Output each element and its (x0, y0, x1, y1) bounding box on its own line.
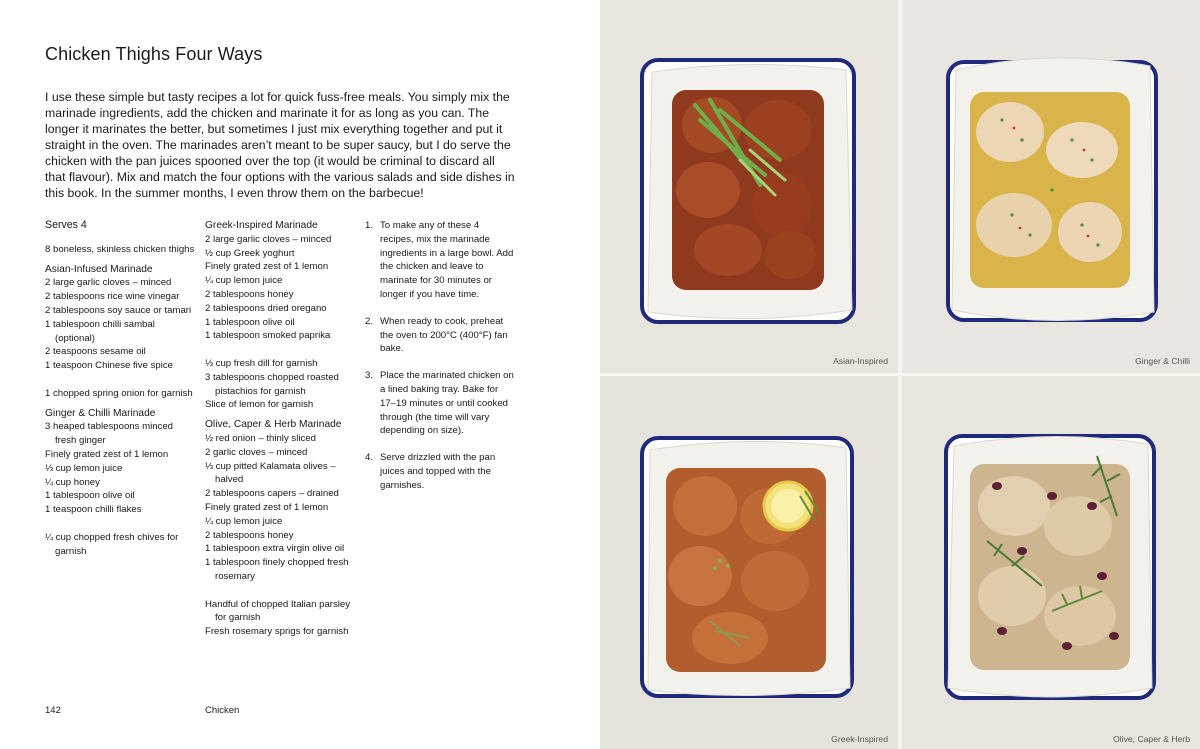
baking-tray-image (600, 0, 898, 373)
ingredient-item: 2 garlic cloves – minced (205, 446, 308, 458)
section-name: Chicken (205, 705, 240, 716)
step-number: 1. (365, 220, 374, 231)
photo-caption: Olive, Caper & Herb (1113, 734, 1190, 744)
garnish-item: ¼ cup chopped fresh chives for garnish (45, 531, 179, 557)
ingredient-item: 1 tablespoon olive oil (205, 316, 295, 328)
ingredient-item: 1 teaspoon chilli flakes (45, 504, 142, 516)
baking-tray-image (600, 376, 898, 749)
serves-label: Serves 4 (45, 219, 87, 231)
olive-marinade-heading: Olive, Caper & Herb Marinade (205, 419, 342, 431)
ingredient-item: ¼ cup lemon juice (205, 515, 283, 527)
ingredients-column-1 (45, 219, 195, 558)
ingredient-item: 2 large garlic cloves – minced (205, 233, 332, 245)
ingredient-item: ⅓ cup pitted Kalamata olives – halved (205, 460, 336, 486)
photo-asian-inspired (600, 0, 898, 373)
garnish-item: Handful of chopped Italian parsley for garnish (205, 598, 351, 624)
ingredient-item: ¼ cup honey (45, 476, 100, 488)
ingredient-item: 1 teaspoon Chinese five spice (45, 360, 173, 372)
garnish-item: Slice of lemon for garnish (205, 399, 314, 411)
ingredient-item: 1 tablespoon smoked paprika (205, 330, 331, 342)
ingredient-item: 1 tablespoon extra virgin olive oil (205, 543, 345, 555)
baking-tray-image (902, 376, 1200, 749)
step-text: Place the marinated chicken on a lined baking tray. Bake for 17–19 minutes or until cooked through (the time will vary depending on size). (380, 370, 514, 437)
baking-tray-image (902, 0, 1200, 373)
page-number: 142 (45, 705, 61, 716)
photo-caption: Ginger & Chilli (1135, 356, 1190, 366)
garnish-item: 3 tablespoons chopped roasted pistachios for garnish (205, 371, 339, 397)
ingredients-column-2 (205, 219, 360, 639)
step-text: To make any of these 4 recipes, mix the marinade ingredients in a large bowl. Add the chicken and leave to marinate for 30 minutes or longer if you have time. (380, 220, 514, 300)
garnish-item: 1 chopped spring onion for garnish (45, 387, 193, 399)
ingredient-item: 2 tablespoons dried oregano (205, 302, 327, 314)
ingredient-item: 2 tablespoons soy sauce or tamari (45, 304, 192, 316)
method-step (365, 219, 515, 302)
photo-caption: Asian-Inspired (833, 356, 888, 366)
recipe-title: Chicken Thighs Four Ways (45, 44, 263, 64)
step-number: 4. (365, 452, 374, 464)
ingredient-item: 1 tablespoon chilli sambal (optional) (45, 318, 155, 344)
ingredient-item: Finely grated zest of 1 lemon (205, 501, 329, 513)
garnish-item: ⅓ cup fresh dill for garnish (205, 357, 318, 369)
ingredient-item: Finely grated zest of 1 lemon (45, 448, 169, 460)
ginger-marinade-heading: Ginger & Chilli Marinade (45, 407, 156, 419)
ingredient-item: ½ red onion – thinly sliced (205, 432, 316, 444)
ingredient-item: Finely grated zest of 1 lemon (205, 261, 329, 273)
ingredient-item: ⅓ cup lemon juice (45, 462, 123, 474)
method-step (365, 451, 515, 492)
ingredient-item: ¼ cup lemon juice (205, 275, 283, 287)
photo-page (600, 0, 1200, 749)
greek-marinade-heading: Greek-Inspired Marinade (205, 220, 318, 231)
ingredient-item: ½ cup Greek yoghurt (205, 247, 295, 259)
garnish-item: Fresh rosemary sprigs for garnish (205, 626, 349, 638)
method-column (365, 219, 515, 506)
step-number: 3. (365, 370, 374, 382)
ingredient-item: 2 tablespoons honey (205, 529, 294, 541)
recipe-intro: I use these simple but tasty recipes a lot for quick fuss-free meals. You simply mix the marinade ingredients, add the chicken and marinate it for as long as you can. The longer it marinates the better, but sometimes I just mix everything together and put it straight in the oven. The marinades aren’t meant to be super saucy, but I do serve the chicken with the pan juices spooned over the top (it would be criminal to discard all that flavour). Mix and match the four options with the various salads and side dishes in this book. In the summer months, I even throw them on the barbecue! (45, 90, 515, 200)
ingredient-item: 2 tablespoons capers – drained (205, 488, 339, 500)
step-text: When ready to cook, preheat the oven to 200°C (400°F) fan bake. (380, 315, 508, 355)
method-step (365, 369, 515, 438)
asian-marinade-heading: Asian-Infused Marinade (45, 263, 153, 275)
base-ingredient: 8 boneless, skinless chicken thighs (45, 243, 195, 255)
method-step (365, 315, 515, 356)
photo-greek-inspired (600, 376, 898, 749)
photo-caption: Greek-Inspired (831, 734, 888, 744)
photo-ginger-chilli (902, 0, 1200, 373)
step-text: Serve drizzled with the pan juices and topped with the garnishes. (380, 452, 496, 491)
photo-olive-caper-herb (902, 376, 1200, 749)
ingredient-item: 1 tablespoon olive oil (45, 490, 135, 502)
ingredient-item: 2 large garlic cloves – minced (45, 277, 172, 289)
photo-divider-horizontal (600, 373, 1200, 376)
step-number: 2. (365, 315, 374, 327)
ingredient-item: 2 teaspoons sesame oil (45, 346, 146, 358)
ingredient-item: 3 heaped tablespoons minced fresh ginger (45, 421, 174, 447)
ingredient-item: 1 tablespoon finely chopped fresh rosemary (205, 557, 349, 582)
ingredient-item: 2 tablespoons rice wine vinegar (45, 291, 180, 303)
ingredient-item: 2 tablespoons honey (205, 288, 294, 300)
